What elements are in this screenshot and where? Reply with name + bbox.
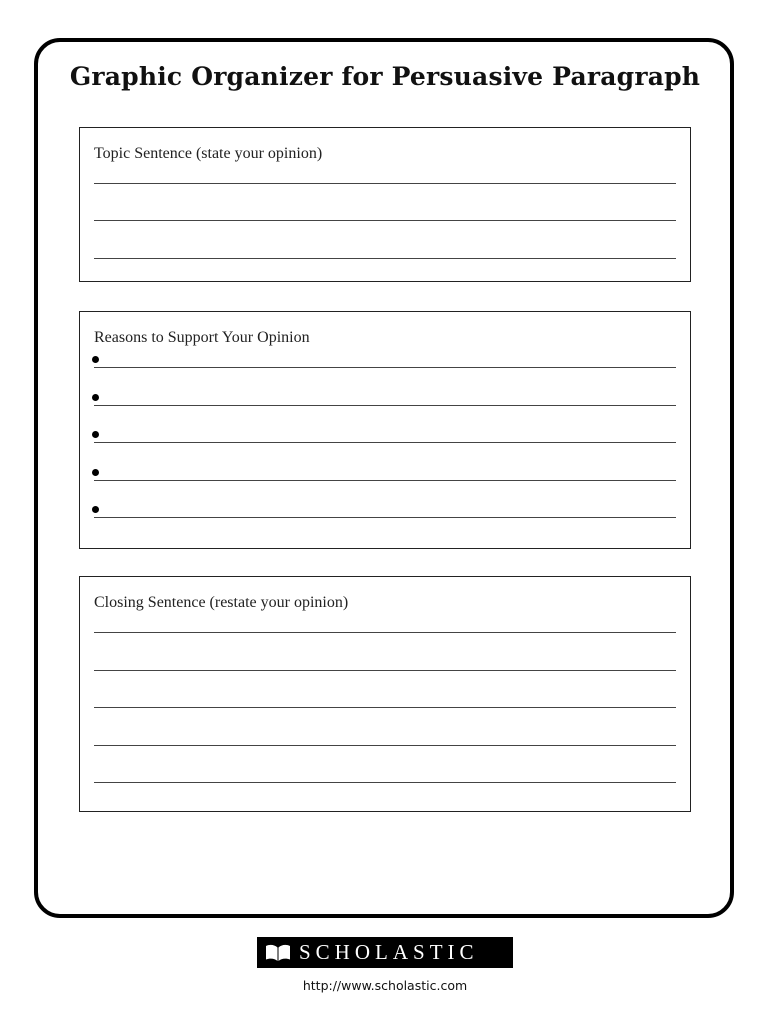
writing-line[interactable] bbox=[94, 632, 676, 633]
writing-line[interactable] bbox=[94, 405, 676, 406]
bullet-icon bbox=[92, 356, 99, 363]
topic-sentence-label: Topic Sentence (state your opinion) bbox=[94, 145, 323, 162]
writing-line[interactable] bbox=[94, 480, 676, 481]
writing-line[interactable] bbox=[94, 442, 676, 443]
open-book-icon bbox=[265, 944, 291, 962]
writing-line[interactable] bbox=[94, 745, 676, 746]
writing-line[interactable] bbox=[94, 367, 676, 368]
bullet-icon bbox=[92, 431, 99, 438]
bullet-icon bbox=[92, 394, 99, 401]
topic-sentence-box bbox=[79, 127, 691, 282]
writing-line[interactable] bbox=[94, 258, 676, 259]
writing-line[interactable] bbox=[94, 707, 676, 708]
writing-line[interactable] bbox=[94, 670, 676, 671]
scholastic-logo bbox=[257, 937, 513, 968]
writing-line[interactable] bbox=[94, 782, 676, 783]
writing-line[interactable] bbox=[94, 220, 676, 221]
brand-name: SCHOLASTIC bbox=[299, 940, 479, 964]
bullet-icon bbox=[92, 469, 99, 476]
closing-sentence-label: Closing Sentence (restate your opinion) bbox=[94, 594, 349, 611]
writing-line[interactable] bbox=[94, 183, 676, 184]
reasons-label: Reasons to Support Your Opinion bbox=[94, 329, 310, 346]
reasons-box bbox=[79, 311, 691, 549]
writing-line[interactable] bbox=[94, 517, 676, 518]
website-url[interactable]: http://www.scholastic.com bbox=[302, 978, 468, 993]
closing-sentence-box bbox=[79, 576, 691, 812]
bullet-icon bbox=[92, 506, 99, 513]
worksheet-title: Graphic Organizer for Persuasive Paragraph bbox=[69, 62, 701, 91]
